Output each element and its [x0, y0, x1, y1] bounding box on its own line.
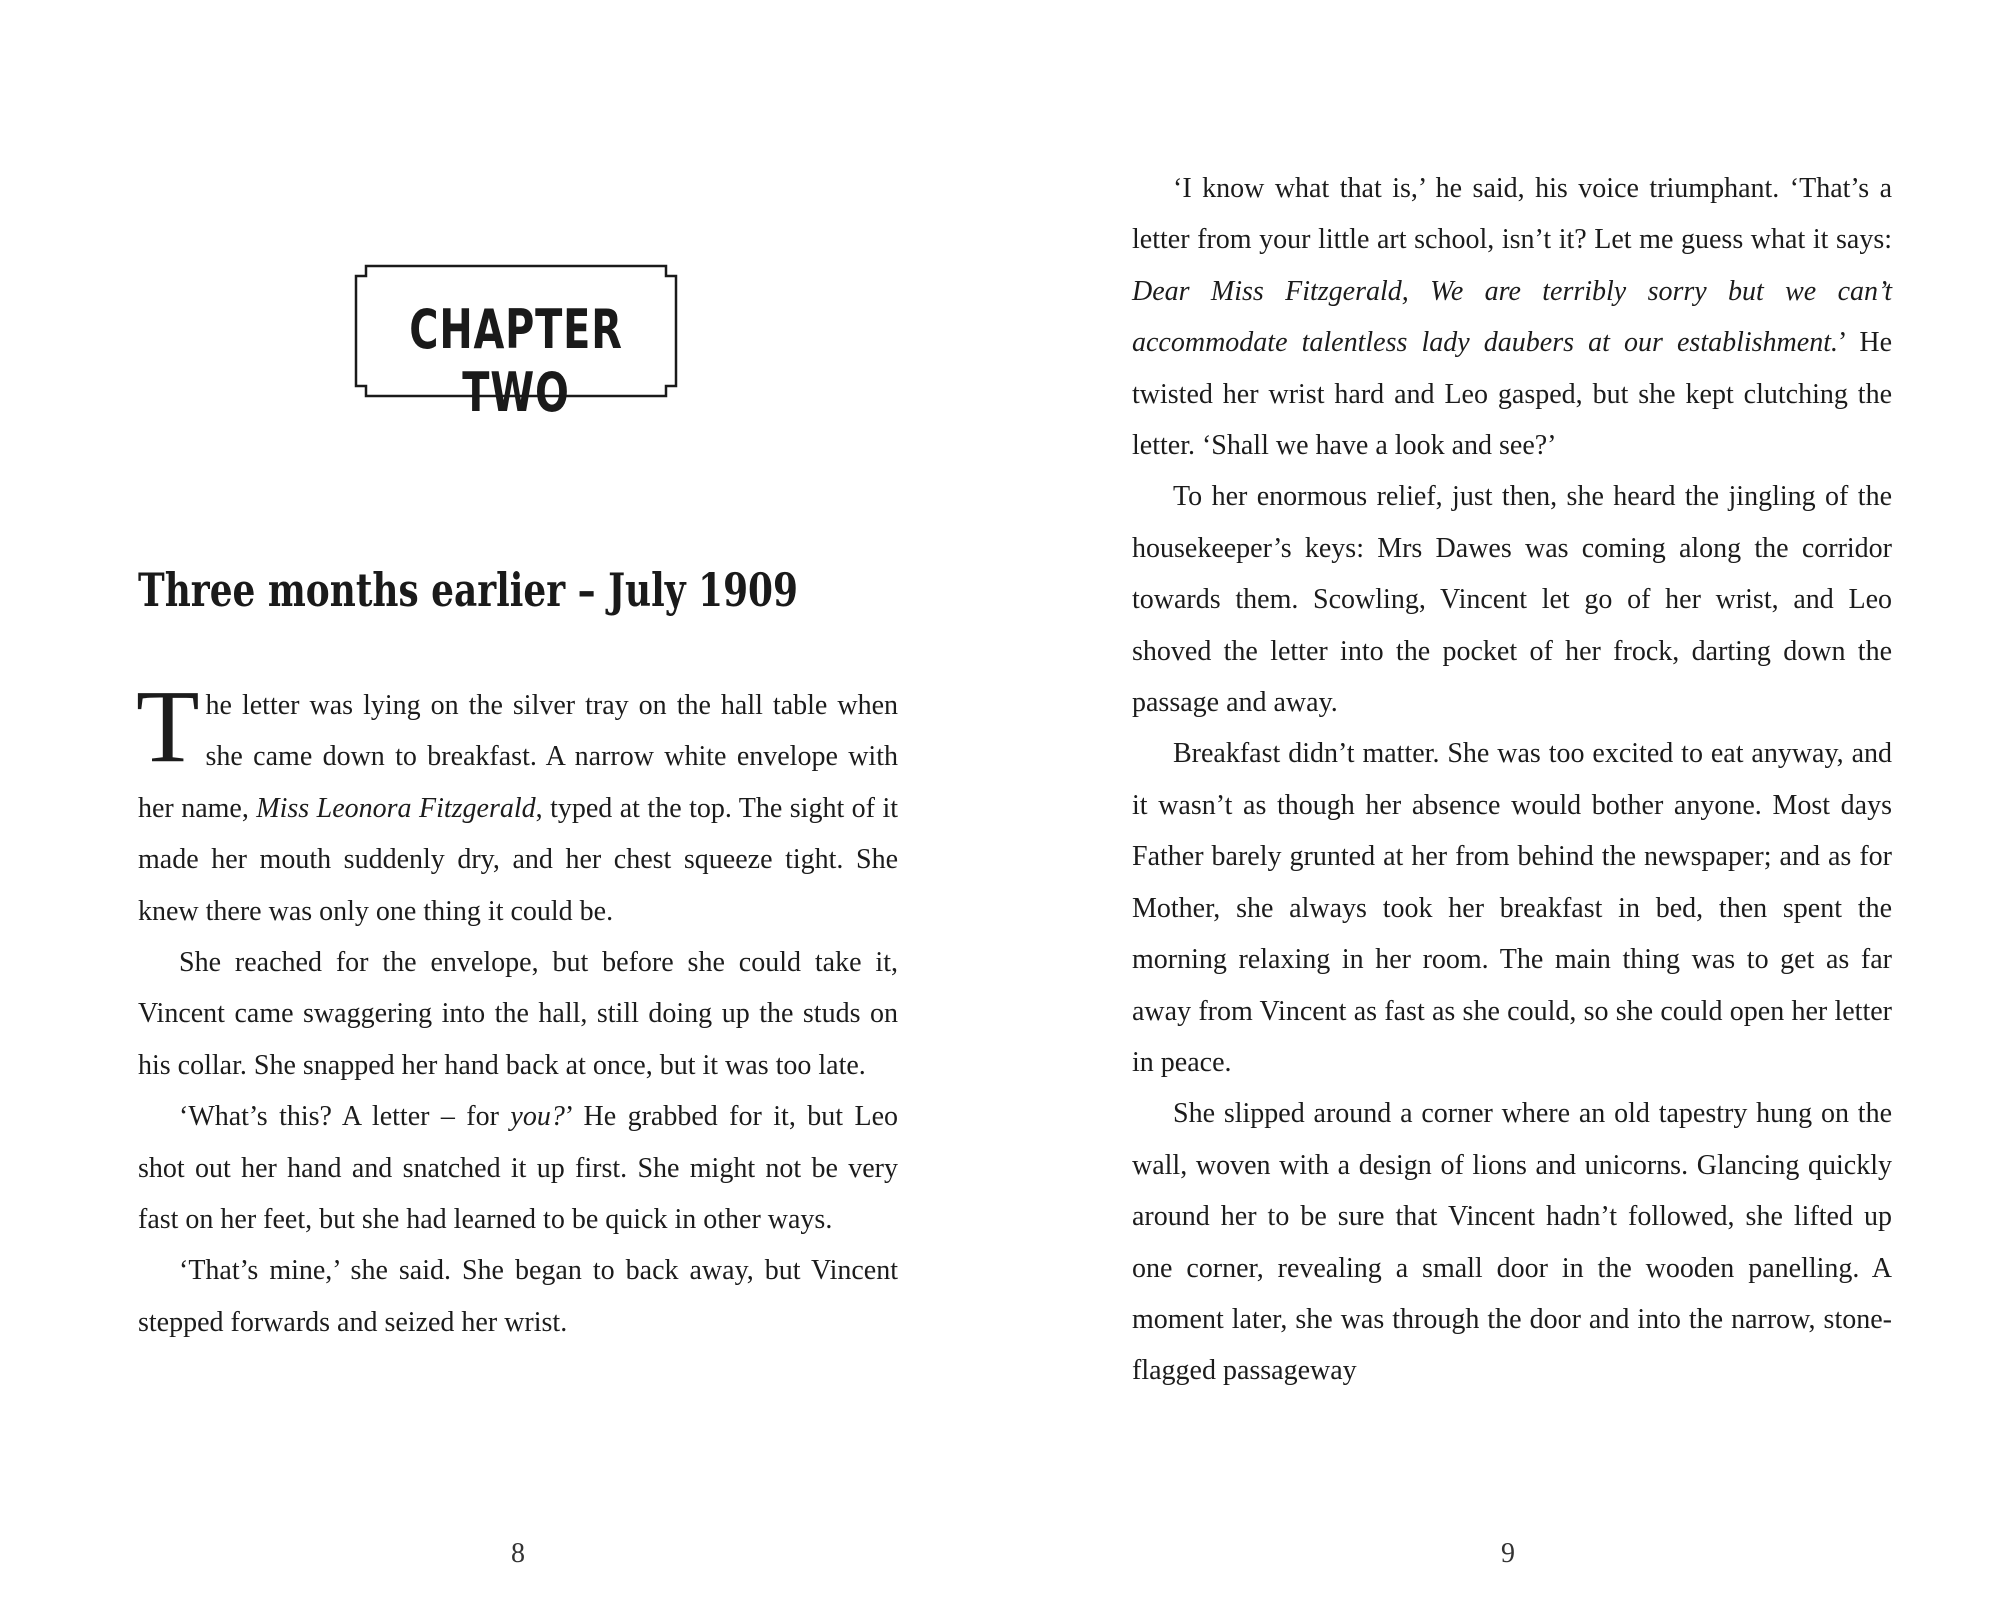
paragraph-text: ’ He twisted her wrist hard and Leo gasped, but she kept clutching the letter. ‘Shall we have a look and see?’ [1132, 327, 1892, 462]
paragraph: Breakfast didn’t matter. She was too excited to eat anyway, and it wasn’t as though her absence would bother anyone. Most days Father barely grunted at her from behind the newspaper; and as for Mother, she always took her breakfast in bed, then spent the morning relaxing in her room. The main thing was to get as far away from Vincent as fast as she could, so she could open her letter in peace. [1132, 738, 1892, 1078]
paragraph: ‘That’s mine,’ she said. She began to back away, but Vincent stepped forwards and seized her wrist. [138, 1255, 898, 1338]
paragraph-text: he letter was lying on the silver tray on the hall table when she came down to breakfast. A narrow white envelope with her name, [138, 690, 898, 824]
page-number: 8 [511, 1538, 525, 1569]
chapter-title-frame [352, 262, 680, 424]
paragraph-italic: you? [510, 1101, 565, 1133]
paragraph-italic: Dear Miss Fitzgerald, We are terribly sorry but we can’t accommodate talentless lady daubers at our establishment. [1132, 275, 1892, 359]
paragraph [136, 669, 899, 937]
paragraph-text: ‘I know what that is,’ he said, his voice triumphant. ‘That’s a letter from your little art school, isn’t it? Let me guess what it says: [1132, 173, 1892, 256]
drop-cap: T [136, 669, 200, 784]
right-body-text [1132, 163, 1892, 1397]
paragraph: She reached for the envelope, but before she could take it, Vincent came swaggering into the hall, still doing up the studs on his collar. She snapped her hand back at once, but it was too late. [138, 947, 898, 1081]
right-page [1000, 0, 2000, 1614]
section-heading: Three months earlier – July 1909 [138, 563, 798, 617]
paragraph [138, 1091, 898, 1245]
page-number: 9 [1501, 1538, 1515, 1569]
paragraph-italic: Miss Leonora Fitzgerald [256, 792, 536, 824]
paragraph-text: ’ He grabbed for it, but Leo shot out her hand and snatched it up first. She might not be very fast on her feet, but she had learned to be quick in other ways. [138, 1101, 898, 1236]
paragraph: She slipped around a corner where an old tapestry hung on the wall, woven with a design of lions and unicorns. Glancing quickly around her to be sure that Vincent hadn’t followed, she lifted up one corner, revealing a small door in the wooden panelling. A moment later, she was through the door and into the narrow, stone-flagged passageway [1132, 1098, 1892, 1387]
paragraph: To her enormous relief, just then, she heard the jingling of the housekeeper’s keys: Mrs Dawes was coming along the corridor towards them. Scowling, Vincent let go of her wrist, and Leo shoved the letter into the pocket of her frock, darting down the passage and away. [1132, 481, 1892, 719]
left-body-text [136, 669, 899, 1348]
paragraph-text: , typed at the top. The sight of it made her mouth suddenly dry, and her chest squeeze tight. She knew there was only one thing it could be. [138, 792, 899, 927]
chapter-title: CHAPTER TWO [409, 298, 623, 424]
paragraph [1132, 163, 1892, 471]
paragraph-text: ‘What’s this? A letter – for [179, 1101, 511, 1133]
